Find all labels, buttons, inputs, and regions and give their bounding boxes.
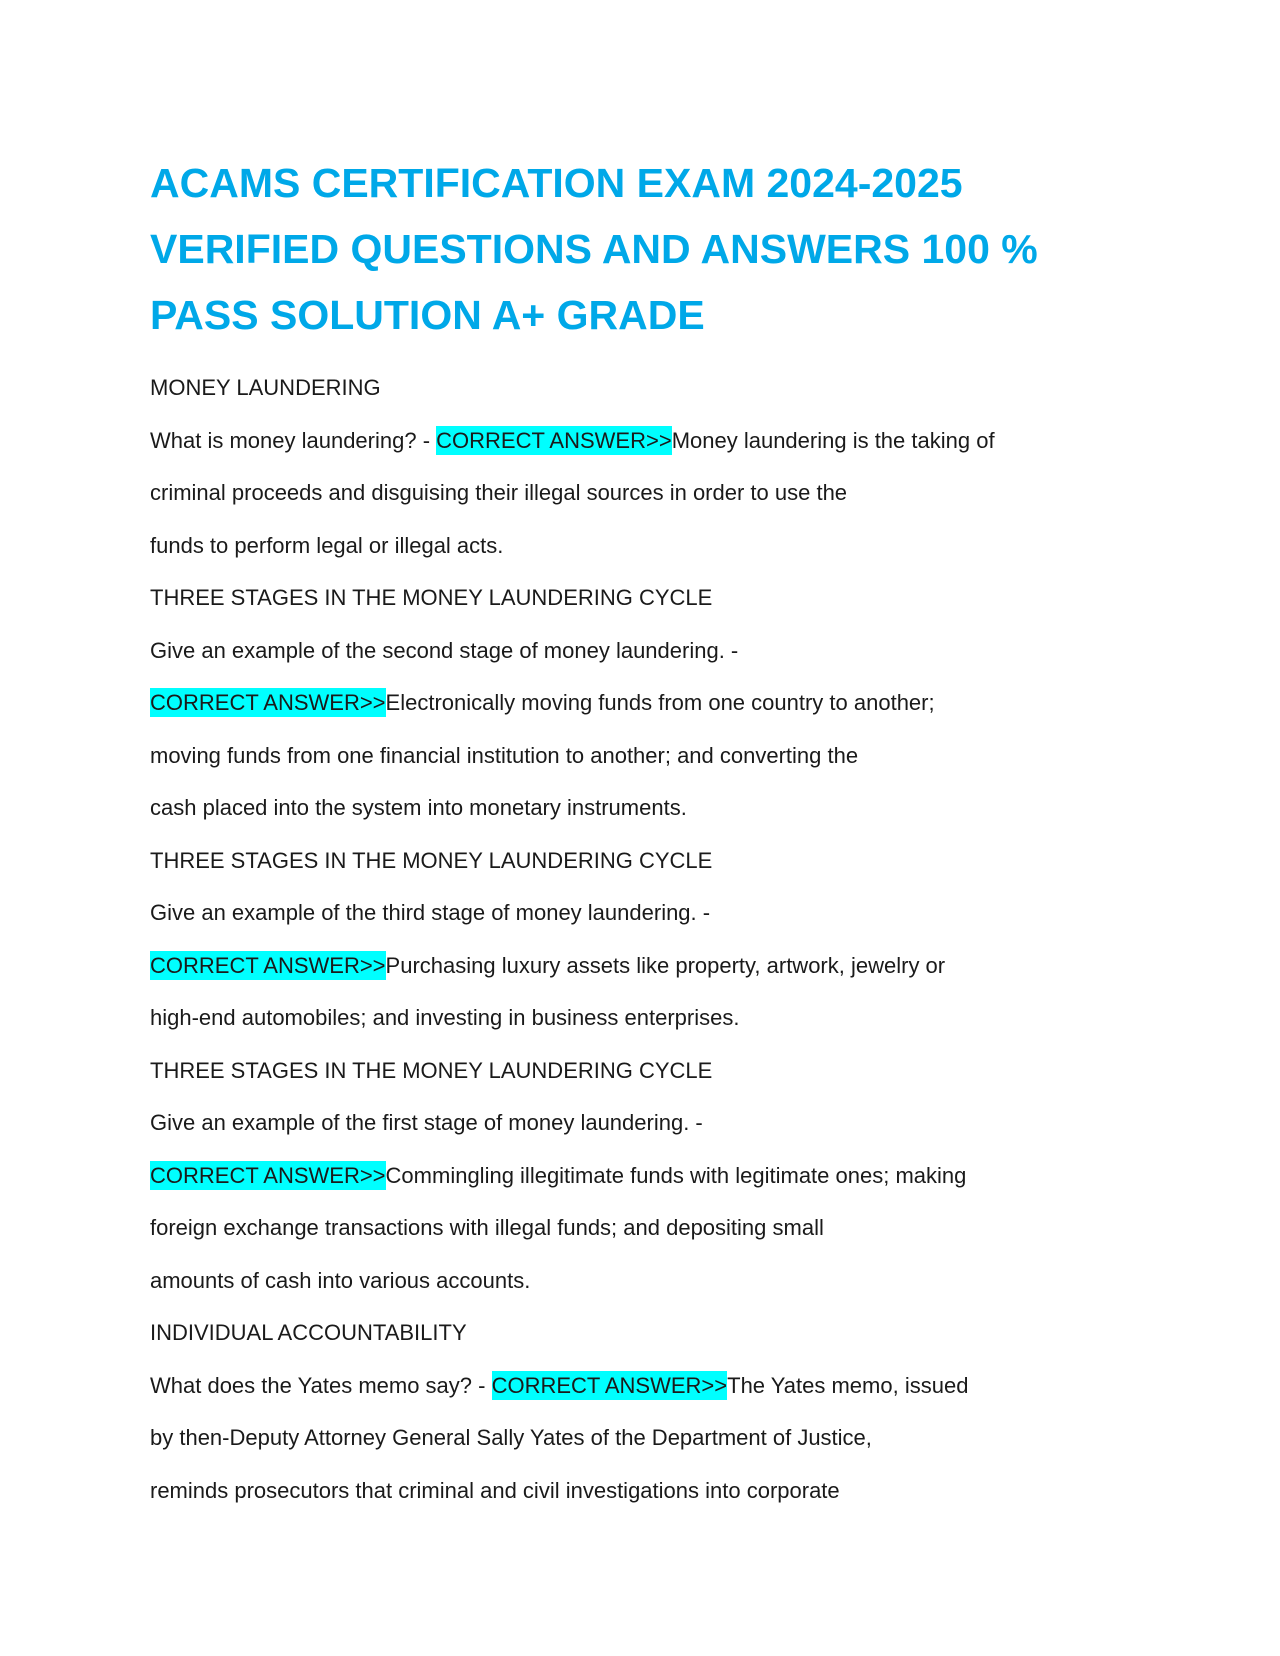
answer-text: Electronically moving funds from one country to another; [385,690,935,715]
title-line-1: ACAMS CERTIFICATION EXAM 2024-2025 [150,160,963,206]
answer-marker: CORRECT ANSWER>> [150,1162,386,1188]
answer-continuation: high-end automobiles; and investing in business enterprises. [150,1005,740,1030]
category-heading: THREE STAGES IN THE MONEY LAUNDERING CYCLE [150,847,713,873]
title-line-3: PASS SOLUTION A+ GRADE [150,292,705,338]
question-text: Give an example of the second stage of money laundering. - [150,637,739,663]
answer-line [150,677,1150,730]
answer-text: Money laundering is the taking of [671,427,995,453]
question-text: What does the Yates memo say? - [150,1372,492,1398]
answer-continuation: moving funds from one financial institution to another; and converting the [150,742,859,768]
answer-continuation: cash placed into the system into monetary instruments. [150,795,687,820]
document-title [150,150,1130,348]
answer-line [150,1150,1150,1203]
answer-continuation: foreign exchange transactions with illegal funds; and depositing small [150,1215,824,1240]
question-text: Give an example of the third stage of money laundering. - [150,900,711,925]
category-heading: INDIVIDUAL ACCOUNTABILITY [150,1320,467,1345]
question-answer-line [150,415,1150,468]
title-line-2: VERIFIED QUESTIONS AND ANSWERS 100 % [150,226,1038,272]
answer-marker: CORRECT ANSWER>> [436,427,672,453]
answer-continuation: funds to perform legal or illegal acts. [150,532,504,558]
answer-continuation: criminal proceeds and disguising their illegal sources in order to use the [150,480,848,505]
answer-text: Purchasing luxury assets like property, artwork, jewelry or [385,952,946,978]
category-heading: THREE STAGES IN THE MONEY LAUNDERING CYCLE [150,1057,713,1083]
answer-marker: CORRECT ANSWER>> [150,952,386,978]
answer-continuation: reminds prosecutors that criminal and civil investigations into corporate [150,1477,840,1503]
question-text: What is money laundering? - [150,427,437,453]
category-heading: THREE STAGES IN THE MONEY LAUNDERING CYCLE [150,585,713,610]
question-answer-line [150,1360,1150,1413]
answer-marker: CORRECT ANSWER>> [150,690,386,715]
answer-continuation: by then-Deputy Attorney General Sally Yates of the Department of Justice, [150,1425,872,1450]
document-body [150,362,1150,1517]
answer-text: The Yates memo, issued [727,1372,969,1398]
category-heading: MONEY LAUNDERING [150,375,381,400]
answer-text: Commingling illegitimate funds with legitimate ones; making [385,1162,967,1188]
answer-continuation: amounts of cash into various accounts. [150,1267,531,1293]
question-text: Give an example of the first stage of money laundering. - [150,1110,703,1135]
answer-line [150,940,1150,993]
answer-marker: CORRECT ANSWER>> [491,1372,728,1398]
